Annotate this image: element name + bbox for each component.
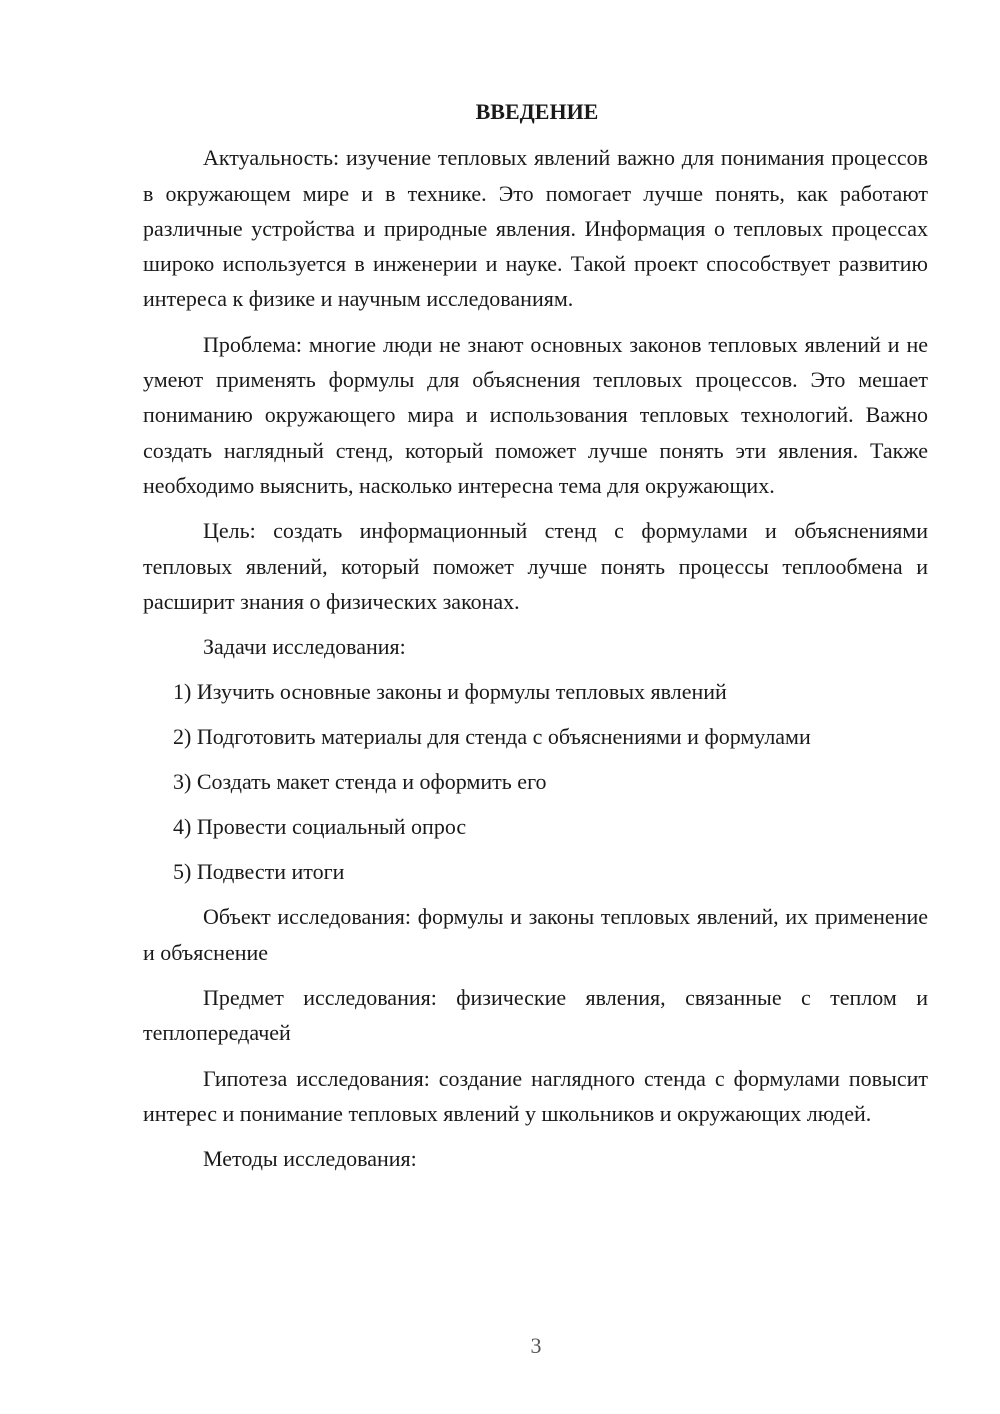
page-number: 3 <box>530 1333 542 1358</box>
problem-paragraph: Проблема: многие люди не знают основных законов тепловых явлений и не умеют применять формулы для объяснения тепловых процессов. Это мешает пониманию окружающего мира и использования тепловых технологий. Важно создать наглядный стенд, который поможет лучше понять эти явления. Также необходимо выяснить, насколько интересна тема для окружающих. <box>143 331 928 498</box>
goal-paragraph: Цель: создать информационный стенд с формулами и объяснениями тепловых явлений, который поможет лучше понять процессы теплообмена и расширит знания о физических законах. <box>143 518 928 614</box>
methods-heading: Методы исследования: <box>203 1146 417 1172</box>
document-body <box>143 94 928 1186</box>
tasks-list <box>143 674 928 889</box>
list-item: 1) Изучить основные законы и формулы тепловых явлений <box>173 679 727 705</box>
object-paragraph: Объект исследования: формулы и законы тепловых явлений, их применение и объяснение <box>143 904 928 965</box>
list-item: 2) Подготовить материалы для стенда с объяснениями и формулами <box>173 724 811 750</box>
relevance-paragraph: Актуальность: изучение тепловых явлений важно для понимания процессов в окружающем мире и в технике. Это помогает лучше понять, как работают различные устройства и природные явления. Информация о тепловых процессах широко используется в инженерии и науке. Такой проект способствует развитию интереса к физике и научным исследованиям. <box>143 145 928 312</box>
page-title: ВВЕДЕНИЕ <box>475 99 599 124</box>
list-item: 3) Создать макет стенда и оформить его <box>173 769 547 795</box>
list-item: 4) Провести социальный опрос <box>173 814 467 840</box>
hypothesis-paragraph: Гипотеза исследования: создание наглядного стенда с формулами повысит интерес и понимание тепловых явлений у школьников и окружающих людей. <box>143 1065 928 1126</box>
tasks-heading: Задачи исследования: <box>203 634 406 660</box>
subject-paragraph: Предмет исследования: физические явления, связанные с теплом и теплопередачей <box>143 984 928 1046</box>
list-item: 5) Подвести итоги <box>173 859 345 885</box>
